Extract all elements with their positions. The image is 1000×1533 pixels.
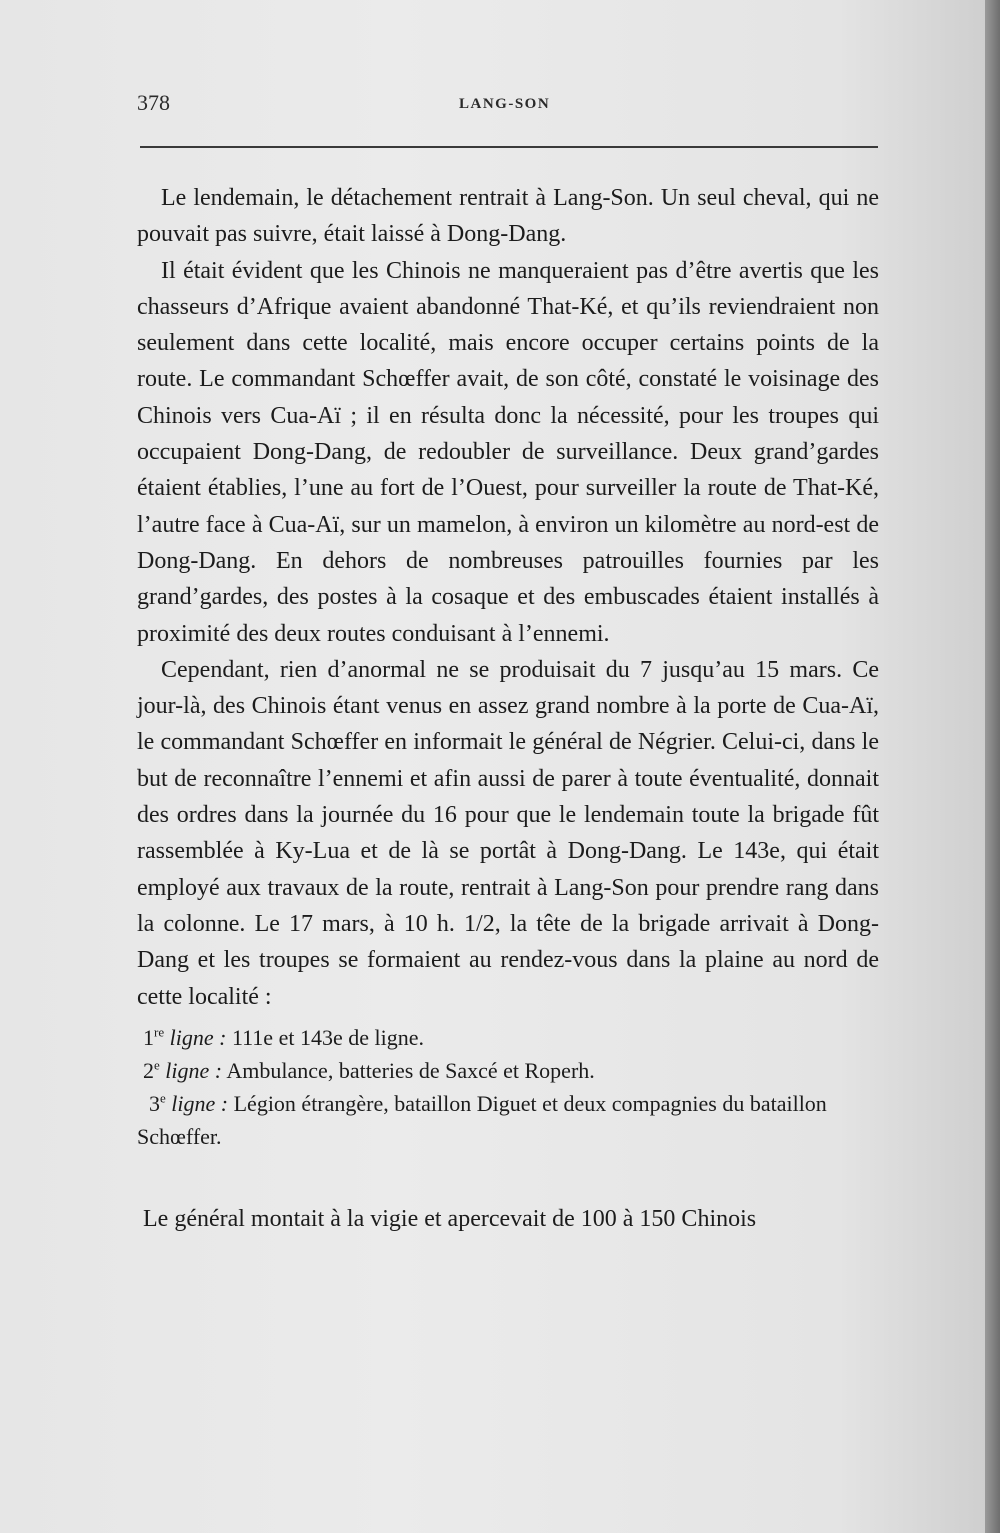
line-text: 111e et 143e de ligne. xyxy=(231,1024,424,1050)
line-number-suffix: re xyxy=(154,1024,165,1040)
header-rule xyxy=(140,146,878,148)
line-text: Ambulance, batteries de Saxcé et Roperh. xyxy=(226,1057,595,1083)
line-number: 2 xyxy=(143,1057,154,1083)
line-label: ligne : xyxy=(169,1024,227,1050)
line-label: ligne : xyxy=(171,1090,229,1116)
page-header xyxy=(137,90,877,130)
line-number-suffix: e xyxy=(160,1090,166,1106)
paragraph: Cependant, rien d’anormal ne se produisait du 7 jusqu’au 15 mars. Ce jour-là, des Chinois étant venus en assez grand nombre à la porte de Cua-Aï, le commandant Schœffer en informait le général de Négrier. Celui-ci, dans le but de reconnaître l’ennemi et afin aussi de parer à toute éventualité, donnait des ordres dans la journée du 16 pour que le lendemain toute la brigade fût rassemblée à Ky-Lua et de là se portât à Dong-Dang. Le 143e, qui était employé aux travaux de la route, rentrait à Lang-Son pour prendre rang dans la colonne. Le 17 mars, à 10 h. 1/2, la tête de la brigade arrivait à Dong-Dang et les troupes se formaient au rendez-vous dans la plaine au nord de cette localité : xyxy=(137,656,879,1010)
line-text: Légion étrangère, bataillon Diguet et deux compagnies du bataillon Schœffer. xyxy=(137,1090,827,1149)
line-number: 1 xyxy=(143,1024,154,1050)
body-text xyxy=(137,180,879,1237)
paragraph: Il était évident que les Chinois ne manqueraient pas d’être avertis que les chasseurs d’Afrique avaient abandonné That-Ké, et qu’ils reviendraient non seulement dans cette localité, mais encore occuper certains points de la route. Le commandant Schœffer avait, de son côté, constaté le voisinage des Chinois vers Cua-Aï ; il en résulta donc la nécessité, pour les troupes qui occupaient Dong-Dang, de redoubler de surveillance. Deux grand’gardes étaient établies, l’une au fort de l’Ouest, pour surveiller la route de That-Ké, l’autre face à Cua-Aï, sur un mamelon, à environ un kilomètre au nord-est de Dong-Dang. En dehors de nombreuses patrouilles fournies par les grand’gardes, des postes à la cosaque et des embuscades étaient installés à proximité des deux routes conduisant à l’ennemi. xyxy=(137,257,879,647)
line-number-suffix: e xyxy=(154,1057,160,1073)
formation-line-1 xyxy=(137,1021,879,1054)
final-line: Le général montait à la vigie et apercevait de 100 à 150 Chinois xyxy=(143,1205,757,1232)
formation-line-2 xyxy=(137,1054,879,1087)
formation-lines-list xyxy=(137,1021,879,1153)
formation-line-3 xyxy=(137,1087,879,1153)
line-label: ligne : xyxy=(165,1057,223,1083)
paragraph: Le lendemain, le détachement rentrait à Lang-Son. Un seul cheval, qui ne pouvait pas suivre, était laissé à Dong-Dang. xyxy=(137,185,879,248)
page-edge-shadow xyxy=(985,0,1000,1533)
running-head: LANG-SON xyxy=(459,96,551,112)
line-number: 3 xyxy=(149,1090,160,1116)
page-number: 378 xyxy=(137,90,170,115)
